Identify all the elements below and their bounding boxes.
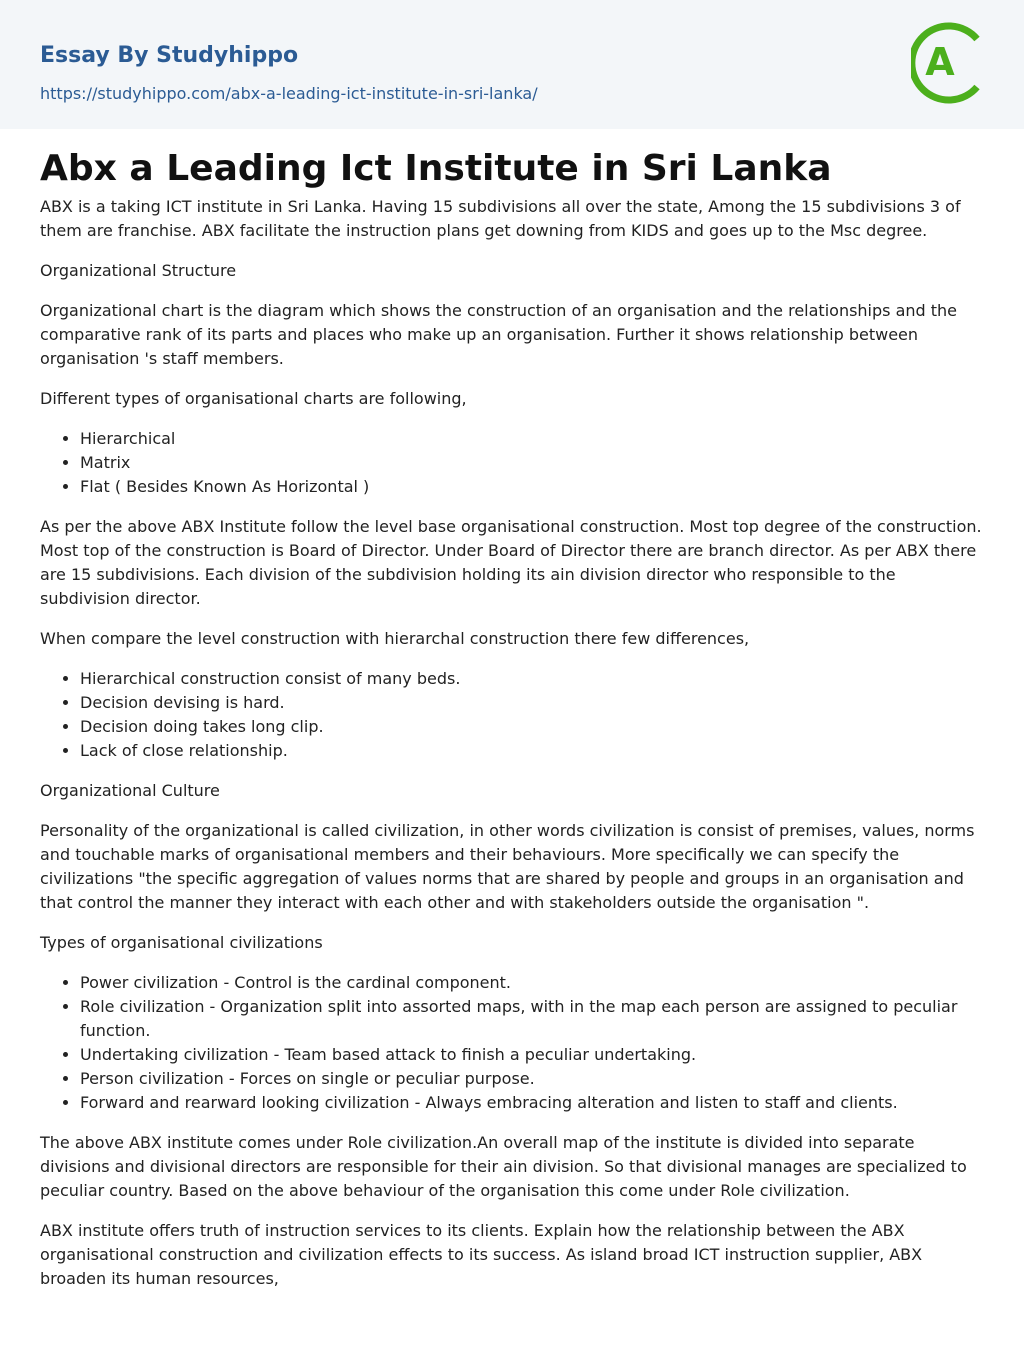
differences-intro: When compare the level construction with hierarchal construction there few differences, (40, 629, 750, 648)
civilization-types-list (40, 971, 986, 1115)
essay-content (0, 129, 1024, 1291)
list-item: • Hierarchical construction consist of many beds. (80, 667, 986, 691)
structure-paragraph: Organizational chart is the diagram which shows the construction of an organisation and the relationships and the comparative rank of its parts and places who make up an organisation. Further it shows relationship between organisation 's staff members. (40, 301, 958, 368)
intro-paragraph: ABX is a taking ICT institute in Sri Lanka. Having 15 subdivisions all over the state, Among the 15 subdivisions 3 of them are franchise. ABX facilitate the instruction plans get downing from KIDS and goes up to the Msc degree. (40, 197, 961, 240)
source-link[interactable]: https://studyhippo.com/abx-a-leading-ict-institute-in-sri-lanka/ (40, 84, 538, 103)
structure-heading: Organizational Structure (40, 261, 237, 280)
services-paragraph: ABX institute offers truth of instruction services to its clients. Explain how the relationship between the ABX organisational construction and civilization effects to its success. As island broad ICT instruction supplier, ABX broaden its human resources, (40, 1221, 923, 1288)
list-item: • Forward and rearward looking civilization - Always embracing alteration and listen to staff and clients. (80, 1091, 986, 1115)
logo-letter: A (925, 40, 955, 84)
list-item: • Lack of close relationship. (80, 739, 986, 763)
list-item: • Power civilization - Control is the cardinal component. (80, 971, 986, 995)
list-item: • Decision doing takes long clip. (80, 715, 986, 739)
culture-paragraph: Personality of the organizational is called civilization, in other words civilization is consist of premises, values, norms and touchable marks of organisational members and their behaviours. More specifically we can specify the civilizations "the specific aggregation of values norms that are shared by people and groups in an organisation and that control the manner they interact with each other and with stakeholders outside the organisation ". (40, 821, 975, 912)
list-item: • Person civilization - Forces on single or peculiar purpose. (80, 1067, 986, 1091)
chart-types-list (40, 427, 986, 499)
page-title: Abx a Leading Ict Institute in Sri Lanka (40, 148, 832, 189)
structure-paragraph-2: As per the above ABX Institute follow the level base organisational construction. Most top degree of the construction. Most top of the construction is Board of Director. Under Board of Director there are branch director. As per ABX there are 15 subdivisions. Each division of the subdivision holding its ain division director who responsible to the subdivision director. (40, 517, 982, 608)
studyhippo-logo-icon[interactable] (911, 18, 989, 108)
culture-heading: Organizational Culture (40, 781, 220, 800)
list-item: • Matrix (80, 451, 986, 475)
chart-types-intro: Different types of organisational charts are following, (40, 389, 467, 408)
list-item: • Undertaking civilization - Team based attack to finish a peculiar undertaking. (80, 1043, 986, 1067)
list-item: • Decision devising is hard. (80, 691, 986, 715)
brand-title[interactable]: Essay By Studyhippo (40, 43, 299, 68)
list-item: • Role civilization - Organization split into assorted maps, with in the map each person are assigned to peculiar function. (80, 995, 986, 1043)
list-item: • Flat ( Besides Known As Horizontal ) (80, 475, 986, 499)
role-civilization-paragraph: The above ABX institute comes under Role civilization.An overall map of the institute is divided into separate divisions and divisional directors are responsible for their ain division. So that divisional manages are specialized to peculiar country. Based on the above behaviour of the organisation this come under Role civilization. (40, 1133, 967, 1200)
list-item: • Hierarchical (80, 427, 986, 451)
civilization-types-intro: Types of organisational civilizations (40, 933, 323, 952)
site-header (0, 0, 1024, 129)
differences-list (40, 667, 986, 763)
